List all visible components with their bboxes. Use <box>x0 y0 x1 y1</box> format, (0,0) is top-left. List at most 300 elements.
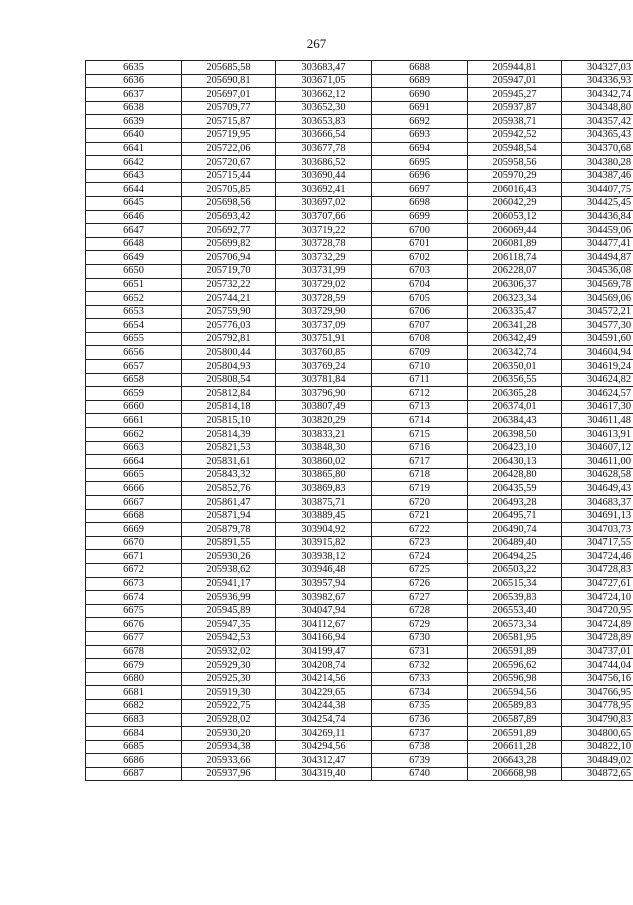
point-number-left: 6678 <box>86 645 182 659</box>
x-coordinate-left: 205934,38 <box>182 740 276 754</box>
x-coordinate-right: 206228,07 <box>468 264 562 278</box>
x-coordinate-right: 206515,34 <box>468 577 562 591</box>
point-number-left: 6656 <box>86 346 182 360</box>
y-coordinate-right: 304577,30 <box>562 319 633 333</box>
y-coordinate-left: 304312,47 <box>276 754 372 768</box>
table-row <box>86 414 633 428</box>
table-row <box>86 224 633 238</box>
point-number-right: 6733 <box>372 672 468 686</box>
point-number-right: 6739 <box>372 754 468 768</box>
point-number-left: 6679 <box>86 659 182 673</box>
page-number: 267 <box>306 36 327 51</box>
y-coordinate-right: 304756,16 <box>562 672 633 686</box>
x-coordinate-left: 205930,26 <box>182 550 276 564</box>
point-number-right: 6717 <box>372 455 468 469</box>
table-row <box>86 740 633 754</box>
table-row <box>86 577 633 591</box>
point-number-right: 6698 <box>372 196 468 210</box>
y-coordinate-left: 303833,21 <box>276 428 372 442</box>
x-coordinate-left: 205815,10 <box>182 414 276 428</box>
point-number-left: 6681 <box>86 686 182 700</box>
x-coordinate-left: 205821,53 <box>182 441 276 455</box>
y-coordinate-right: 304494,87 <box>562 251 633 265</box>
x-coordinate-right: 206494,25 <box>468 550 562 564</box>
y-coordinate-right: 304717,55 <box>562 536 633 550</box>
coordinates-table-body <box>86 61 633 781</box>
point-number-left: 6662 <box>86 428 182 442</box>
x-coordinate-right: 205945,27 <box>468 88 562 102</box>
x-coordinate-left: 205690,81 <box>182 74 276 88</box>
x-coordinate-right: 206398,50 <box>468 428 562 442</box>
x-coordinate-right: 206384,43 <box>468 414 562 428</box>
y-coordinate-right: 304572,21 <box>562 305 633 319</box>
x-coordinate-right: 206587,89 <box>468 713 562 727</box>
table-row <box>86 699 633 713</box>
x-coordinate-right: 206573,34 <box>468 618 562 632</box>
x-coordinate-left: 205831,61 <box>182 455 276 469</box>
y-coordinate-right: 304724,89 <box>562 618 633 632</box>
y-coordinate-right: 304720,95 <box>562 604 633 618</box>
x-coordinate-left: 205936,99 <box>182 591 276 605</box>
x-coordinate-left: 205933,66 <box>182 754 276 768</box>
x-coordinate-left: 205719,70 <box>182 264 276 278</box>
y-coordinate-left: 303751,91 <box>276 332 372 346</box>
x-coordinate-right: 206539,83 <box>468 591 562 605</box>
point-number-right: 6701 <box>372 237 468 251</box>
table-row <box>86 156 633 170</box>
point-number-left: 6644 <box>86 183 182 197</box>
table-row <box>86 631 633 645</box>
x-coordinate-left: 205776,03 <box>182 319 276 333</box>
point-number-right: 6725 <box>372 563 468 577</box>
y-coordinate-right: 304703,73 <box>562 523 633 537</box>
point-number-right: 6723 <box>372 536 468 550</box>
point-number-left: 6683 <box>86 713 182 727</box>
table-row <box>86 727 633 741</box>
x-coordinate-right: 206430,13 <box>468 455 562 469</box>
x-coordinate-right: 206342,74 <box>468 346 562 360</box>
y-coordinate-left: 303781,84 <box>276 373 372 387</box>
x-coordinate-right: 206589,83 <box>468 699 562 713</box>
table-row <box>86 536 633 550</box>
y-coordinate-right: 304727,61 <box>562 577 633 591</box>
x-coordinate-right: 206495,71 <box>468 509 562 523</box>
x-coordinate-left: 205852,76 <box>182 482 276 496</box>
x-coordinate-right: 206596,98 <box>468 672 562 686</box>
y-coordinate-left: 303865,80 <box>276 468 372 482</box>
x-coordinate-left: 205732,22 <box>182 278 276 292</box>
y-coordinate-right: 304617,30 <box>562 400 633 414</box>
x-coordinate-right: 205970,29 <box>468 169 562 183</box>
y-coordinate-right: 304744,04 <box>562 659 633 673</box>
y-coordinate-left: 303982,67 <box>276 591 372 605</box>
x-coordinate-left: 205706,94 <box>182 251 276 265</box>
y-coordinate-right: 304778,95 <box>562 699 633 713</box>
x-coordinate-right: 206081,89 <box>468 237 562 251</box>
table-row <box>86 237 633 251</box>
point-number-right: 6692 <box>372 115 468 129</box>
x-coordinate-right: 206428,80 <box>468 468 562 482</box>
x-coordinate-right: 206435,59 <box>468 482 562 496</box>
point-number-right: 6728 <box>372 604 468 618</box>
y-coordinate-right: 304849,02 <box>562 754 633 768</box>
table-row <box>86 183 633 197</box>
y-coordinate-right: 304691,13 <box>562 509 633 523</box>
y-coordinate-left: 303915,82 <box>276 536 372 550</box>
x-coordinate-right: 206042,29 <box>468 196 562 210</box>
point-number-left: 6638 <box>86 101 182 115</box>
x-coordinate-left: 205932,02 <box>182 645 276 659</box>
table-row <box>86 550 633 564</box>
y-coordinate-left: 303731,99 <box>276 264 372 278</box>
point-number-left: 6658 <box>86 373 182 387</box>
y-coordinate-right: 304459,06 <box>562 224 633 238</box>
point-number-left: 6671 <box>86 550 182 564</box>
point-number-right: 6694 <box>372 142 468 156</box>
y-coordinate-right: 304611,48 <box>562 414 633 428</box>
point-number-left: 6653 <box>86 305 182 319</box>
table-row <box>86 305 633 319</box>
x-coordinate-left: 205814,18 <box>182 400 276 414</box>
table-row <box>86 292 633 306</box>
y-coordinate-right: 304737,01 <box>562 645 633 659</box>
x-coordinate-right: 206503,22 <box>468 563 562 577</box>
x-coordinate-right: 206342,49 <box>468 332 562 346</box>
x-coordinate-right: 205937,87 <box>468 101 562 115</box>
point-number-right: 6707 <box>372 319 468 333</box>
point-number-left: 6687 <box>86 767 182 781</box>
x-coordinate-left: 205705,85 <box>182 183 276 197</box>
point-number-left: 6664 <box>86 455 182 469</box>
x-coordinate-left: 205812,84 <box>182 387 276 401</box>
y-coordinate-left: 303690,44 <box>276 169 372 183</box>
y-coordinate-right: 304591,60 <box>562 332 633 346</box>
table-row <box>86 767 633 781</box>
point-number-right: 6735 <box>372 699 468 713</box>
x-coordinate-right: 205948,54 <box>468 142 562 156</box>
table-row <box>86 196 633 210</box>
point-number-left: 6659 <box>86 387 182 401</box>
x-coordinate-right: 206323,34 <box>468 292 562 306</box>
y-coordinate-left: 304166,94 <box>276 631 372 645</box>
table-row <box>86 169 633 183</box>
point-number-right: 6732 <box>372 659 468 673</box>
point-number-right: 6714 <box>372 414 468 428</box>
point-number-left: 6670 <box>86 536 182 550</box>
table-row <box>86 373 633 387</box>
point-number-right: 6697 <box>372 183 468 197</box>
coordinates-table-container <box>85 60 632 781</box>
x-coordinate-left: 205693,42 <box>182 210 276 224</box>
y-coordinate-left: 304269,11 <box>276 727 372 741</box>
x-coordinate-left: 205744,21 <box>182 292 276 306</box>
point-number-left: 6660 <box>86 400 182 414</box>
point-number-left: 6643 <box>86 169 182 183</box>
x-coordinate-left: 205722,06 <box>182 142 276 156</box>
x-coordinate-right: 206374,01 <box>468 400 562 414</box>
table-row <box>86 142 633 156</box>
y-coordinate-left: 303796,90 <box>276 387 372 401</box>
x-coordinate-right: 206596,62 <box>468 659 562 673</box>
table-row <box>86 400 633 414</box>
y-coordinate-right: 304569,06 <box>562 292 633 306</box>
point-number-right: 6691 <box>372 101 468 115</box>
y-coordinate-left: 303683,47 <box>276 61 372 75</box>
x-coordinate-right: 206489,40 <box>468 536 562 550</box>
point-number-right: 6724 <box>372 550 468 564</box>
y-coordinate-left: 303729,90 <box>276 305 372 319</box>
point-number-right: 6699 <box>372 210 468 224</box>
x-coordinate-left: 205942,53 <box>182 631 276 645</box>
x-coordinate-left: 205792,81 <box>182 332 276 346</box>
point-number-right: 6700 <box>372 224 468 238</box>
table-row <box>86 346 633 360</box>
table-row <box>86 455 633 469</box>
x-coordinate-left: 205937,96 <box>182 767 276 781</box>
x-coordinate-right: 206591,89 <box>468 645 562 659</box>
x-coordinate-left: 205947,35 <box>182 618 276 632</box>
x-coordinate-left: 205814,39 <box>182 428 276 442</box>
y-coordinate-left: 303728,78 <box>276 237 372 251</box>
x-coordinate-right: 206365,28 <box>468 387 562 401</box>
point-number-left: 6682 <box>86 699 182 713</box>
y-coordinate-right: 304536,08 <box>562 264 633 278</box>
y-coordinate-left: 304254,74 <box>276 713 372 727</box>
x-coordinate-left: 205891,55 <box>182 536 276 550</box>
x-coordinate-right: 205942,52 <box>468 128 562 142</box>
y-coordinate-left: 303666,54 <box>276 128 372 142</box>
y-coordinate-left: 303719,22 <box>276 224 372 238</box>
point-number-right: 6703 <box>372 264 468 278</box>
table-row <box>86 645 633 659</box>
y-coordinate-left: 303707,66 <box>276 210 372 224</box>
point-number-left: 6675 <box>86 604 182 618</box>
x-coordinate-right: 205944,81 <box>468 61 562 75</box>
y-coordinate-left: 303769,24 <box>276 360 372 374</box>
x-coordinate-right: 206069,44 <box>468 224 562 238</box>
point-number-left: 6667 <box>86 496 182 510</box>
table-row <box>86 468 633 482</box>
table-row <box>86 264 633 278</box>
point-number-right: 6722 <box>372 523 468 537</box>
y-coordinate-left: 303677,78 <box>276 142 372 156</box>
point-number-left: 6676 <box>86 618 182 632</box>
x-coordinate-left: 205685,58 <box>182 61 276 75</box>
point-number-right: 6734 <box>372 686 468 700</box>
table-row <box>86 128 633 142</box>
table-row <box>86 319 633 333</box>
point-number-left: 6646 <box>86 210 182 224</box>
point-number-right: 6695 <box>372 156 468 170</box>
point-number-right: 6729 <box>372 618 468 632</box>
point-number-right: 6708 <box>372 332 468 346</box>
table-row <box>86 496 633 510</box>
point-number-right: 6719 <box>372 482 468 496</box>
x-coordinate-right: 206335,47 <box>468 305 562 319</box>
point-number-right: 6736 <box>372 713 468 727</box>
table-row <box>86 713 633 727</box>
point-number-right: 6727 <box>372 591 468 605</box>
x-coordinate-left: 205919,30 <box>182 686 276 700</box>
y-coordinate-left: 303662,12 <box>276 88 372 102</box>
x-coordinate-right: 206016,43 <box>468 183 562 197</box>
point-number-right: 6711 <box>372 373 468 387</box>
x-coordinate-left: 205719,95 <box>182 128 276 142</box>
x-coordinate-left: 205720,67 <box>182 156 276 170</box>
point-number-right: 6716 <box>372 441 468 455</box>
y-coordinate-left: 303860,02 <box>276 455 372 469</box>
point-number-left: 6677 <box>86 631 182 645</box>
x-coordinate-right: 206306,37 <box>468 278 562 292</box>
y-coordinate-right: 304624,82 <box>562 373 633 387</box>
x-coordinate-left: 205709,77 <box>182 101 276 115</box>
y-coordinate-left: 303869,83 <box>276 482 372 496</box>
point-number-left: 6674 <box>86 591 182 605</box>
y-coordinate-right: 304724,46 <box>562 550 633 564</box>
point-number-right: 6731 <box>372 645 468 659</box>
table-row <box>86 101 633 115</box>
point-number-right: 6713 <box>372 400 468 414</box>
table-row <box>86 88 633 102</box>
x-coordinate-left: 205928,02 <box>182 713 276 727</box>
x-coordinate-left: 205692,77 <box>182 224 276 238</box>
point-number-left: 6684 <box>86 727 182 741</box>
y-coordinate-left: 304244,38 <box>276 699 372 713</box>
point-number-left: 6649 <box>86 251 182 265</box>
y-coordinate-right: 304370,68 <box>562 142 633 156</box>
x-coordinate-right: 206118,74 <box>468 251 562 265</box>
x-coordinate-left: 205879,78 <box>182 523 276 537</box>
table-row <box>86 604 633 618</box>
y-coordinate-right: 304604,94 <box>562 346 633 360</box>
point-number-right: 6702 <box>372 251 468 265</box>
y-coordinate-right: 304683,37 <box>562 496 633 510</box>
point-number-right: 6718 <box>372 468 468 482</box>
y-coordinate-left: 304112,67 <box>276 618 372 632</box>
y-coordinate-left: 304208,74 <box>276 659 372 673</box>
y-coordinate-left: 303652,30 <box>276 101 372 115</box>
y-coordinate-left: 303697,02 <box>276 196 372 210</box>
y-coordinate-left: 303760,85 <box>276 346 372 360</box>
table-row <box>86 672 633 686</box>
y-coordinate-left: 304319,40 <box>276 767 372 781</box>
y-coordinate-left: 303728,59 <box>276 292 372 306</box>
x-coordinate-left: 205871,94 <box>182 509 276 523</box>
y-coordinate-left: 303686,52 <box>276 156 372 170</box>
table-row <box>86 210 633 224</box>
point-number-right: 6712 <box>372 387 468 401</box>
x-coordinate-left: 205698,56 <box>182 196 276 210</box>
point-number-left: 6673 <box>86 577 182 591</box>
x-coordinate-right: 206356,55 <box>468 373 562 387</box>
x-coordinate-left: 205808,54 <box>182 373 276 387</box>
x-coordinate-left: 205843,32 <box>182 468 276 482</box>
x-coordinate-left: 205800,44 <box>182 346 276 360</box>
table-row <box>86 251 633 265</box>
x-coordinate-right: 206594,56 <box>468 686 562 700</box>
y-coordinate-right: 304357,42 <box>562 115 633 129</box>
x-coordinate-right: 206490,74 <box>468 523 562 537</box>
y-coordinate-right: 304380,28 <box>562 156 633 170</box>
table-row <box>86 523 633 537</box>
table-row <box>86 482 633 496</box>
x-coordinate-right: 206053,12 <box>468 210 562 224</box>
point-number-left: 6651 <box>86 278 182 292</box>
x-coordinate-left: 205715,44 <box>182 169 276 183</box>
y-coordinate-left: 303732,29 <box>276 251 372 265</box>
x-coordinate-right: 206581,95 <box>468 631 562 645</box>
point-number-left: 6680 <box>86 672 182 686</box>
x-coordinate-left: 205697,01 <box>182 88 276 102</box>
y-coordinate-right: 304872,65 <box>562 767 633 781</box>
table-row <box>86 563 633 577</box>
point-number-right: 6696 <box>372 169 468 183</box>
point-number-left: 6685 <box>86 740 182 754</box>
point-number-left: 6642 <box>86 156 182 170</box>
point-number-right: 6706 <box>372 305 468 319</box>
y-coordinate-right: 304569,78 <box>562 278 633 292</box>
x-coordinate-left: 205922,75 <box>182 699 276 713</box>
point-number-left: 6640 <box>86 128 182 142</box>
point-number-right: 6709 <box>372 346 468 360</box>
point-number-left: 6645 <box>86 196 182 210</box>
x-coordinate-right: 206423,10 <box>468 441 562 455</box>
point-number-left: 6648 <box>86 237 182 251</box>
y-coordinate-left: 303737,09 <box>276 319 372 333</box>
y-coordinate-left: 303671,05 <box>276 74 372 88</box>
point-number-left: 6663 <box>86 441 182 455</box>
point-number-left: 6639 <box>86 115 182 129</box>
x-coordinate-left: 205861,47 <box>182 496 276 510</box>
y-coordinate-right: 304649,43 <box>562 482 633 496</box>
x-coordinate-right: 206591,89 <box>468 727 562 741</box>
x-coordinate-right: 205938,71 <box>468 115 562 129</box>
y-coordinate-right: 304611,00 <box>562 455 633 469</box>
point-number-right: 6693 <box>372 128 468 142</box>
y-coordinate-right: 304607,12 <box>562 441 633 455</box>
coordinates-table <box>85 60 633 781</box>
table-row <box>86 618 633 632</box>
y-coordinate-right: 304407,75 <box>562 183 633 197</box>
y-coordinate-right: 304477,41 <box>562 237 633 251</box>
y-coordinate-left: 303807,49 <box>276 400 372 414</box>
y-coordinate-left: 303729,02 <box>276 278 372 292</box>
point-number-right: 6690 <box>372 88 468 102</box>
y-coordinate-right: 304425,45 <box>562 196 633 210</box>
x-coordinate-left: 205930,20 <box>182 727 276 741</box>
point-number-left: 6655 <box>86 332 182 346</box>
x-coordinate-right: 206350,01 <box>468 360 562 374</box>
y-coordinate-right: 304613,91 <box>562 428 633 442</box>
y-coordinate-left: 304214,56 <box>276 672 372 686</box>
point-number-left: 6635 <box>86 61 182 75</box>
y-coordinate-left: 304047,94 <box>276 604 372 618</box>
y-coordinate-left: 303875,71 <box>276 496 372 510</box>
point-number-right: 6721 <box>372 509 468 523</box>
y-coordinate-left: 303653,83 <box>276 115 372 129</box>
y-coordinate-right: 304628,58 <box>562 468 633 482</box>
point-number-left: 6652 <box>86 292 182 306</box>
point-number-left: 6657 <box>86 360 182 374</box>
point-number-right: 6688 <box>372 61 468 75</box>
y-coordinate-right: 304619,24 <box>562 360 633 374</box>
y-coordinate-left: 303820,29 <box>276 414 372 428</box>
y-coordinate-left: 303946,48 <box>276 563 372 577</box>
table-row <box>86 74 633 88</box>
table-row <box>86 387 633 401</box>
point-number-left: 6661 <box>86 414 182 428</box>
y-coordinate-right: 304365,43 <box>562 128 633 142</box>
